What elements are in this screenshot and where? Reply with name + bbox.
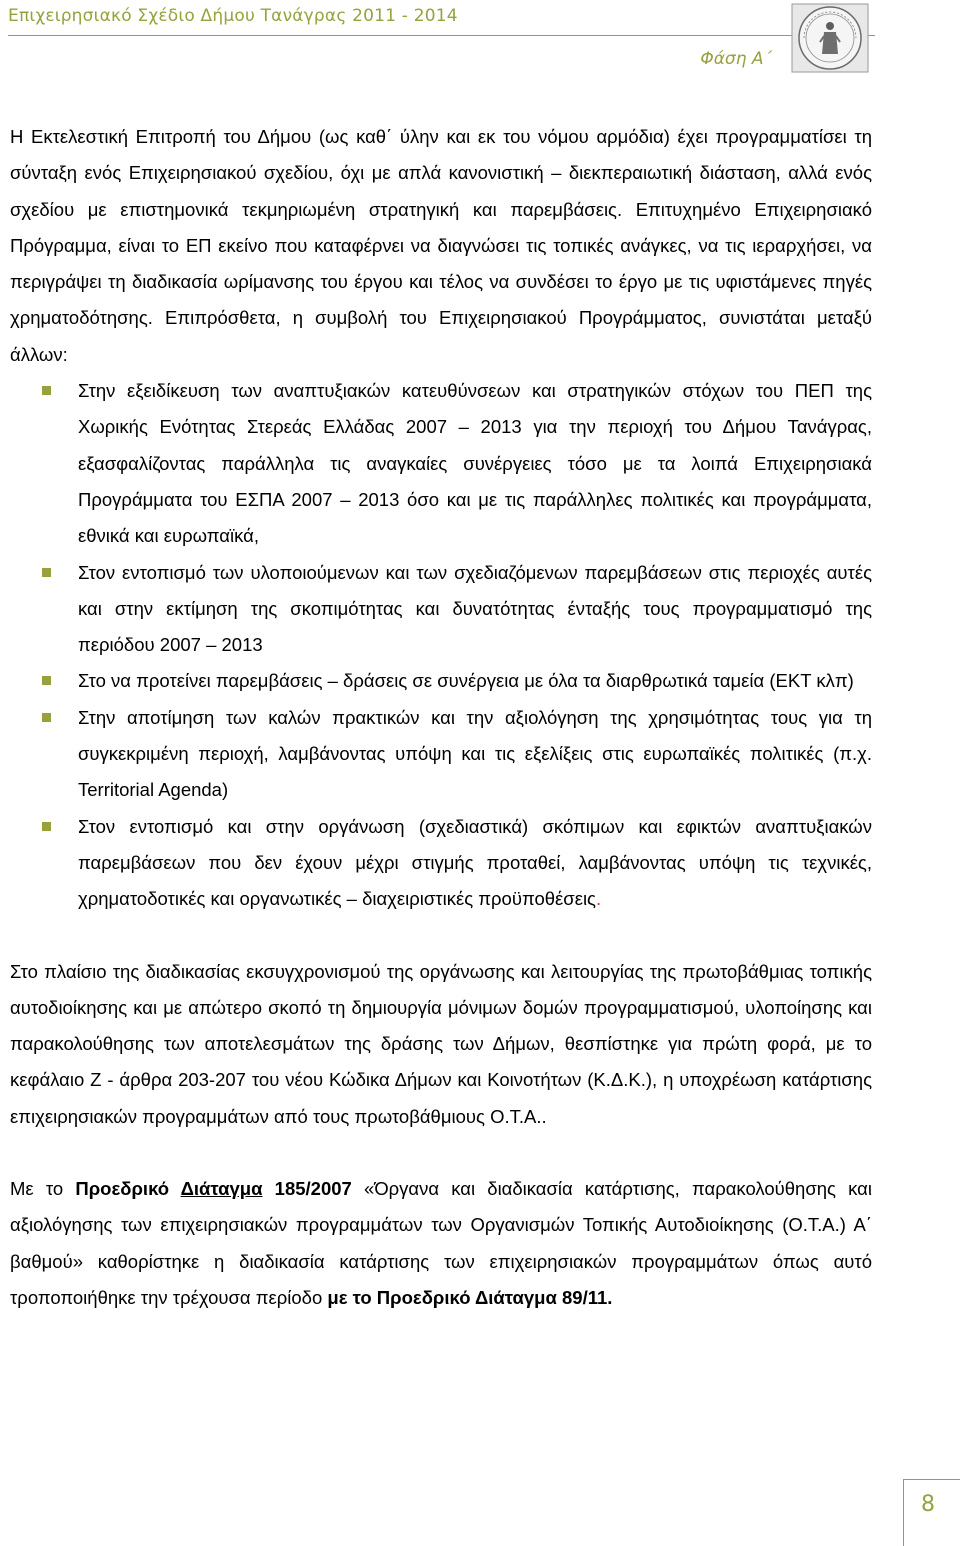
decree-number: 185/2007 — [262, 1178, 352, 1200]
decree-paragraph — [10, 1171, 872, 1316]
header-title: Επιχειρησιακό Σχέδιο Δήμου Τανάγρας 2011 - 2014 — [8, 6, 458, 26]
square-bullet-icon — [42, 568, 51, 577]
list-item-text: Στον εντοπισμό των υλοποιούμενων και των σχεδιαζόμενων παρεμβάσεων στις περιοχές αυτές και στην εκτίμηση της σκοπιμότητας και δυνατότητας ένταξής τους προγραμματισμό της περιόδου 2007 – 2013 — [78, 561, 872, 656]
square-bullet-icon — [42, 386, 51, 395]
list-item-text: Στο να προτείνει παρεμβάσεις – δράσεις σε συνέργεια με όλα τα διαρθρωτικά ταμεία (ΕΚΤ κλπ) — [78, 670, 854, 692]
list-item — [10, 555, 872, 664]
contribution-list — [10, 373, 872, 917]
header-rule — [8, 35, 875, 36]
square-bullet-icon — [42, 713, 51, 722]
decree-text-start: Με το — [10, 1178, 76, 1200]
decree-diatagma: Διάταγμα — [180, 1178, 263, 1200]
list-item — [10, 809, 872, 918]
municipality-seal-logo — [790, 2, 870, 74]
square-bullet-icon — [42, 822, 51, 831]
decree-presidential: Προεδρικό — [75, 1178, 181, 1200]
legislation-paragraph: Στο πλαίσιο της διαδικασίας εκσυγχρονισμού της οργάνωσης και λειτουργίας της πρωτοβάθμιας τοπικής αυτοδιοίκησης και με απώτερο σκοπό τη δημιουργία μόνιμων δομών προγραμματισμού, υλοποίησης και παρακολούθησης των αποτελεσμάτων της δράσης των Δήμων, θεσπίστηκε για πρώτη φορά, με το κεφάλαιο Ζ - άρθρα 203-207 του νέου Κώδικα Δήμων και Κοινοτήτων (Κ.Δ.Κ.), η υποχρέωση κατάρτισης επιχειρησιακών προγραμμάτων από τους πρωτοβάθμιους Ο.Τ.Α.. — [10, 960, 872, 1127]
intro-paragraph: Η Εκτελεστική Επιτροπή του Δήμου (ως καθ΄ ύλην και εκ του νόμου αρμόδια) έχει προγραμματίσει τη σύνταξη ενός Επιχειρησιακού σχεδίου, όχι με απλά κανονιστική – διεκπεραιωτική διάσταση, αλλά ενός σχεδίου με επιστημονικά τεκμηριωμένη στρατηγική και παρεμβάσεις. Επιτυχημένο Επιχειρησιακό Πρόγραμμα, είναι το ΕΠ εκείνο που καταφέρνει να διαγνώσει τις τοπικές ανάγκες, να τις ιεραρχήσει, να περιγράψει τη διαδικασία ωρίμανσης του έργου και τέλος να συνδέσει το έργο με τις υφιστάμενες πηγές χρηματοδότησης. Επιπρόσθετα, η συμβολή του Επιχειρησιακού Προγράμματος, συνιστάται μεταξύ άλλων: — [10, 126, 872, 365]
paragraph-spacer — [10, 1135, 872, 1171]
list-item-period: . — [595, 888, 602, 910]
list-item-text: Στον εντοπισμό και στην οργάνωση (σχεδιαστικά) σκόπιμων και εφικτών αναπτυξιακών παρεμβάσεων που δεν έχουν μέχρι στιγμής προταθεί, λαμβάνοντας υπόψη τις τεχνικές, χρηματοδοτικές και οργανωτικές – διαχειριστικές προϋποθέσεις — [78, 815, 872, 910]
decree-amendment: με το Προεδρικό Διάταγμα 89/11. — [327, 1286, 613, 1308]
page-number: 8 — [921, 1492, 935, 1517]
list-item-text: Στην εξειδίκευση των αναπτυξιακών κατευθύνσεων και στρατηγικών στόχων του ΠΕΠ της Χωρικής Ενότητας Στερεάς Ελλάδας 2007 – 2013 για την περιοχή του Δήμου Τανάγρας, εξασφαλίζοντας παράλληλα τις αναγκαίες συνέργειες τόσο με τα λοιπά Επιχειρησιακά Προγράμματα του ΕΣΠΑ 2007 – 2013 όσο και με τις παράλληλες πολιτικές και προγράμματα, εθνικά και ευρωπαϊκά, — [78, 380, 872, 547]
page-number-box — [903, 1479, 960, 1546]
list-item-text: Στην αποτίμηση των καλών πρακτικών και την αξιολόγηση της χρησιμότητας τους για τη συγκεκριμένη περιοχή, λαμβάνοντας υπόψη και τις εξελίξεις στις ευρωπαϊκές πολιτικές (π.χ. Territorial Agenda) — [78, 706, 872, 801]
decree-text-middle: «Όργανα και διαδικασία κατάρτισης, παρακολούθησης και αξιολόγησης των επιχειρησιακών προγραμμάτων των Οργανισμών Τοπικής Αυτοδιοίκησης (Ο.Τ.Α.) Α΄ βαθμού» καθορίστηκε η διαδικασία κατάρτισης των επιχειρησιακών προγραμμάτων όπως αυτό τροποποιήθηκε την τρέχουσα περίοδο — [10, 1178, 872, 1308]
list-item — [10, 373, 872, 554]
list-item — [10, 663, 872, 699]
paragraph-spacer — [10, 918, 872, 954]
document-body — [10, 119, 872, 1316]
square-bullet-icon — [42, 676, 51, 685]
header-phase: Φάση Α΄ — [700, 49, 772, 69]
list-item — [10, 700, 872, 809]
